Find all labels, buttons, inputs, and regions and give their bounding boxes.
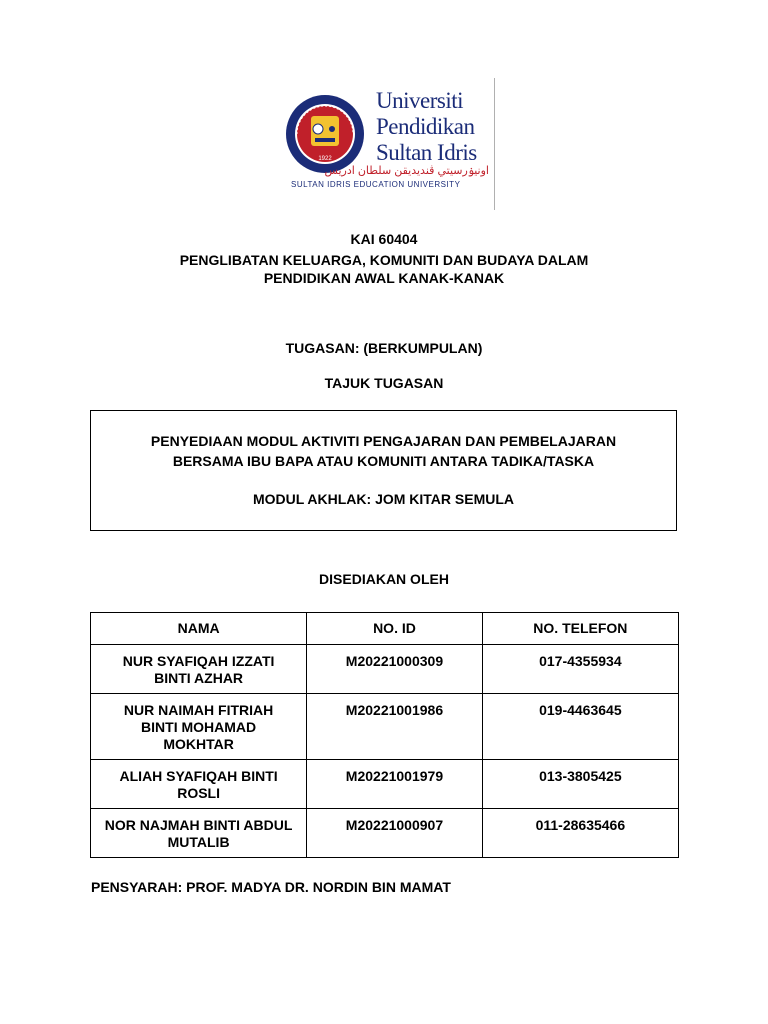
table-row [91, 809, 679, 858]
university-logo [283, 78, 495, 210]
seal-year: 1922 [318, 156, 332, 162]
assignment-topic-heading: TAJUK TUGASAN [324, 375, 444, 391]
member-name-line: BINTI AZHAR [154, 670, 244, 686]
members-table [90, 612, 679, 858]
university-name-english: SULTAN IDRIS EDUCATION UNIVERSITY [291, 180, 461, 189]
member-name [91, 645, 307, 694]
member-id: M20221001986 [307, 694, 483, 760]
assignment-topic-box [90, 410, 677, 531]
topic-line-2: BERSAMA IBU BAPA ATAU KOMUNITI ANTARA TADIKA/TASKA [172, 453, 595, 469]
member-name-line: MUTALIB [167, 834, 230, 850]
course-code: KAI 60404 [350, 231, 418, 247]
member-name [91, 760, 307, 809]
course-title-line-2: PENDIDIKAN AWAL KANAK-KANAK [263, 270, 505, 286]
module-title: MODUL AKHLAK: JOM KITAR SEMULA [252, 491, 515, 507]
member-name-line: MOKHTAR [163, 736, 234, 752]
logo-divider [494, 78, 495, 210]
header-id: NO. ID [307, 613, 483, 645]
member-phone: 019-4463645 [482, 694, 678, 760]
member-name-line: NUR SYAFIQAH IZZATI [122, 653, 275, 669]
logo-line-1: Universiti [376, 88, 463, 113]
member-phone: 017-4355934 [482, 645, 678, 694]
course-title-line-1: PENGLIBATAN KELUARGA, KOMUNITI DAN BUDAYA DALAM [179, 252, 589, 268]
member-name-line: ALIAH SYAFIQAH BINTI [119, 768, 278, 784]
topic-line-1: PENYEDIAAN MODUL AKTIVITI PENGAJARAN DAN PEMBELAJARAN [150, 433, 617, 449]
member-name-line: ROSLI [177, 785, 220, 801]
member-phone: 011-28635466 [482, 809, 678, 858]
table-row [91, 694, 679, 760]
member-name-line: NUR NAIMAH FITRIAH [123, 702, 274, 718]
table-header-row [91, 613, 679, 645]
member-name-line: BINTI MOHAMAD [141, 719, 257, 735]
logo-line-3: Sultan Idris [376, 140, 477, 165]
table-row [91, 760, 679, 809]
university-name-jawi: اونيۏرسيتي ڤنديديقن سلطان ادريس [324, 165, 489, 177]
member-id: M20221001979 [307, 760, 483, 809]
logo-line-2: Pendidikan [376, 114, 475, 139]
member-name [91, 694, 307, 760]
member-id: M20221000907 [307, 809, 483, 858]
university-name [376, 88, 491, 166]
assignment-type: TUGASAN: (BERKUMPULAN) [285, 340, 483, 356]
member-phone: 013-3805425 [482, 760, 678, 809]
member-name [91, 809, 307, 858]
member-id: M20221000309 [307, 645, 483, 694]
header-name: NAMA [91, 613, 307, 645]
header-phone: NO. TELEFON [482, 613, 678, 645]
lecturer-name: PENSYARAH: PROF. MADYA DR. NORDIN BIN MAMAT [91, 879, 451, 895]
university-seal-icon [285, 94, 365, 174]
member-name-line: NOR NAJMAH BINTI ABDUL [104, 817, 293, 833]
prepared-by-heading: DISEDIAKAN OLEH [319, 571, 449, 587]
table-row [91, 645, 679, 694]
